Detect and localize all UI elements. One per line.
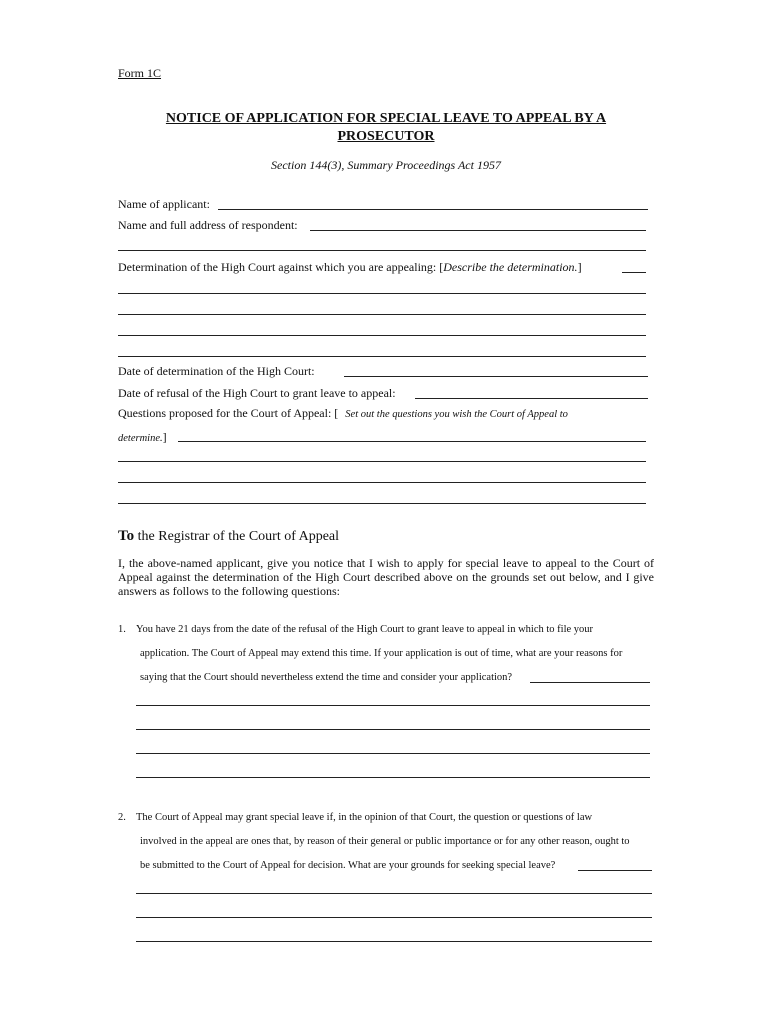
questions-line[interactable] [118,461,646,462]
date-determination-field[interactable] [344,376,648,377]
questions-line[interactable] [118,503,646,504]
question-1-line[interactable] [136,753,650,754]
determination-line[interactable] [118,293,646,294]
applicant-field[interactable] [218,209,648,210]
determination-label-text: Determination of the High Court against which you are appealing: [ [118,260,444,274]
respondent-field[interactable] [310,230,646,231]
question-2-line[interactable] [136,941,652,942]
registrar-heading-to: To [118,528,135,544]
determination-field[interactable] [622,272,646,273]
questions-label-cont [118,430,167,445]
determination-line[interactable] [118,314,646,315]
question-1-line-3: saying that the Court should nevertheless extend the time and consider your application? [140,672,513,683]
question-2-field[interactable] [578,870,652,871]
questions-hint: Set out the questions you wish the Court of Appeal to [345,409,568,420]
question-1-line-2: application. The Court of Appeal may extend this time. If your application is out of time, what are your reasons for [140,648,623,659]
questions-label [118,406,568,421]
question-1-number: 1. [118,624,126,635]
question-2-line-2: involved in the appeal are ones that, by reason of their general or public importance or for any other reason, ought to [140,836,630,847]
determination-line[interactable] [118,356,646,357]
question-1-field[interactable] [530,682,650,683]
notice-paragraph: I, the above-named applicant, give you notice that I wish to apply for special leave to appeal to the Court of Appeal against the determination of the High Court described above on the grounds set out below, and I give answers as follows to the following questions: [118,556,654,598]
respondent-label: Name and full address of respondent: [118,218,298,232]
question-1-line[interactable] [136,705,650,706]
questions-line[interactable] [118,482,646,483]
question-1-line-1: You have 21 days from the date of the refusal of the High Court to grant leave to appeal in which to file your [136,624,594,635]
registrar-heading-rest: the Registrar of the Court of Appeal [137,529,340,544]
questions-field[interactable] [178,441,646,442]
question-2-line[interactable] [136,893,652,894]
respondent-address-line[interactable] [118,250,646,251]
question-2-number: 2. [118,812,126,823]
page-subtitle: Section 144(3), Summary Proceedings Act 1957 [271,158,501,172]
question-2-line-1: The Court of Appeal may grant special leave if, in the opinion of that Court, the question or questions of law [136,812,593,823]
question-2-line-3: be submitted to the Court of Appeal for decision. What are your grounds for seeking special leave? [140,860,556,871]
question-1-line[interactable] [136,777,650,778]
determination-hint: Describe the determination. [443,260,578,274]
applicant-label: Name of applicant: [118,197,210,211]
form-label: Form 1C [118,66,162,80]
question-2-line[interactable] [136,917,652,918]
determination-label [118,260,582,275]
date-determination-label: Date of determination of the High Court: [118,364,315,378]
questions-close: ] [162,430,167,444]
page-title: NOTICE OF APPLICATION FOR SPECIAL LEAVE TO APPEAL BY A PROSECUTOR [165,111,607,144]
question-1-line[interactable] [136,729,650,730]
determination-line[interactable] [118,335,646,336]
date-refusal-field[interactable] [415,398,648,399]
questions-label-text: Questions proposed for the Court of Appeal: [ [118,406,339,420]
questions-hint-cont: determine. [118,433,163,444]
determination-close: ] [577,260,582,274]
registrar-heading [118,528,339,545]
date-refusal-label: Date of refusal of the High Court to grant leave to appeal: [118,386,396,400]
